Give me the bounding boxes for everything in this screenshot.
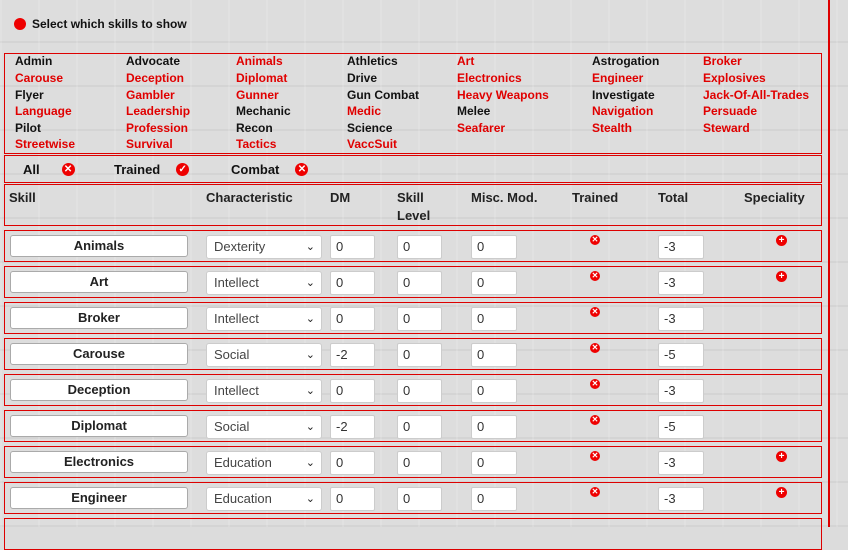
skill-toggle-language[interactable]: Language — [15, 104, 72, 118]
skill-roll-button[interactable]: Diplomat — [10, 415, 188, 437]
skill-toggle-engineer[interactable]: Engineer — [592, 71, 644, 85]
untrained-icon[interactable]: ✕ — [591, 343, 599, 352]
table-row — [4, 266, 822, 298]
col-skill-level-line1: Skill — [397, 190, 424, 205]
skill-toggle-seafarer[interactable]: Seafarer — [457, 121, 506, 135]
skill-toggle-medic[interactable]: Medic — [347, 104, 382, 118]
total-field: -5 — [658, 415, 704, 439]
dm-input[interactable]: -2 — [330, 343, 375, 367]
col-trained: Trained — [572, 190, 619, 205]
skill-level-input[interactable]: 0 — [397, 451, 442, 475]
skill-toggle-animals[interactable]: Animals — [236, 54, 283, 68]
dm-input[interactable]: 0 — [330, 271, 375, 295]
col-dm: DM — [330, 190, 351, 205]
filter-all[interactable] — [23, 162, 75, 177]
misc-mod-input[interactable]: 0 — [471, 235, 517, 259]
skill-level-input[interactable]: 0 — [397, 379, 442, 403]
skill-toggle-diplomat[interactable]: Diplomat — [236, 71, 288, 85]
dm-input[interactable]: 0 — [330, 451, 375, 475]
dm-input[interactable]: 0 — [330, 379, 375, 403]
skill-toggle-mechanic[interactable]: Mechanic — [236, 104, 291, 118]
chevron-down-icon: ⌄ — [305, 493, 315, 505]
misc-mod-input[interactable]: 0 — [471, 451, 517, 475]
add-speciality-icon[interactable]: + — [776, 451, 787, 462]
skill-toggle-electronics[interactable]: Electronics — [457, 71, 522, 85]
col-skill-level — [397, 189, 430, 225]
dm-input[interactable]: 0 — [330, 307, 375, 331]
skill-toggle-gunner[interactable]: Gunner — [236, 88, 279, 102]
add-speciality-icon[interactable]: + — [776, 235, 787, 246]
filter-trained[interactable] — [114, 162, 189, 177]
skill-roll-button[interactable]: Carouse — [10, 343, 188, 365]
misc-mod-input[interactable]: 0 — [471, 271, 517, 295]
total-field: -3 — [658, 379, 704, 403]
skill-toggle-streetwise[interactable]: Streetwise — [15, 137, 76, 151]
skill-level-input[interactable]: 0 — [397, 415, 442, 439]
characteristic-value: Dexterity — [214, 239, 266, 254]
characteristic-value: Education — [214, 455, 272, 470]
characteristic-select[interactable] — [206, 451, 322, 475]
chevron-down-icon: ⌄ — [305, 241, 315, 253]
skill-level-input[interactable]: 0 — [397, 307, 442, 331]
collapse-icon[interactable] — [14, 18, 26, 30]
skill-toggle-tactics[interactable]: Tactics — [236, 137, 277, 151]
skill-toggle-deception[interactable]: Deception — [126, 71, 185, 85]
total-field: -3 — [658, 307, 704, 331]
skill-toggle-persuade[interactable]: Persuade — [703, 104, 758, 118]
characteristic-select[interactable] — [206, 343, 322, 367]
skill-roll-button[interactable]: Deception — [10, 379, 188, 401]
characteristic-select[interactable] — [206, 235, 322, 259]
close-icon[interactable]: ✕ — [295, 163, 308, 176]
skill-toggle-admin[interactable]: Admin — [15, 54, 53, 68]
filter-label: Trained — [114, 162, 161, 177]
table-row — [4, 482, 822, 514]
misc-mod-input[interactable]: 0 — [471, 307, 517, 331]
table-header — [4, 184, 822, 226]
check-icon[interactable]: ✓ — [176, 163, 189, 176]
chevron-down-icon: ⌄ — [305, 421, 315, 433]
skill-level-input[interactable]: 0 — [397, 235, 442, 259]
misc-mod-input[interactable]: 0 — [471, 415, 517, 439]
skill-toggle-stealth[interactable]: Stealth — [592, 121, 633, 135]
dm-input[interactable]: 0 — [330, 235, 375, 259]
total-field: -3 — [658, 271, 704, 295]
col-skill-level-line2: Level — [397, 208, 431, 223]
skill-filter-header[interactable] — [14, 16, 187, 32]
untrained-icon[interactable]: ✕ — [591, 307, 599, 316]
dm-input[interactable]: -2 — [330, 415, 375, 439]
skill-roll-button[interactable]: Art — [10, 271, 188, 293]
skill-roll-button[interactable]: Animals — [10, 235, 188, 257]
untrained-icon[interactable]: ✕ — [591, 487, 599, 496]
skill-toggle-steward[interactable]: Steward — [703, 121, 750, 135]
chevron-down-icon: ⌄ — [305, 313, 315, 325]
table-row — [4, 410, 822, 442]
untrained-icon[interactable]: ✕ — [591, 235, 599, 244]
untrained-icon[interactable]: ✕ — [591, 379, 599, 388]
filter-combat[interactable] — [231, 162, 308, 177]
skill-toggle-leadership[interactable]: Leadership — [126, 104, 191, 118]
table-row — [4, 374, 822, 406]
skill-toggle-carouse[interactable]: Carouse — [15, 71, 64, 85]
skill-toggle-jack-of-all-trades[interactable]: Jack-Of-All-Trades — [703, 88, 810, 102]
col-misc-mod: Misc. Mod. — [471, 190, 538, 205]
skill-toggle-recon[interactable]: Recon — [236, 121, 273, 135]
skills-visibility-grid — [4, 53, 822, 154]
col-characteristic: Characteristic — [206, 190, 293, 205]
chevron-down-icon: ⌄ — [305, 349, 315, 361]
add-speciality-icon[interactable]: + — [776, 271, 787, 282]
characteristic-select[interactable] — [206, 415, 322, 439]
characteristic-value: Intellect — [214, 275, 259, 290]
skill-toggle-advocate[interactable]: Advocate — [126, 54, 181, 68]
misc-mod-input[interactable]: 0 — [471, 379, 517, 403]
characteristic-select[interactable] — [206, 271, 322, 295]
filter-label: All — [23, 162, 40, 177]
characteristic-value: Social — [214, 347, 250, 362]
total-field: -3 — [658, 235, 704, 259]
table-row — [4, 446, 822, 478]
characteristic-value: Intellect — [214, 311, 259, 326]
col-speciality: Speciality — [744, 190, 805, 205]
skill-filter-title: Select which skills to show — [32, 17, 187, 31]
characteristic-select[interactable] — [206, 307, 322, 331]
misc-mod-input[interactable]: 0 — [471, 487, 517, 511]
skill-roll-button[interactable]: Electronics — [10, 451, 188, 473]
col-total: Total — [658, 190, 689, 205]
skill-toggle-science[interactable]: Science — [347, 121, 393, 135]
chevron-down-icon: ⌄ — [305, 457, 315, 469]
untrained-icon[interactable]: ✕ — [591, 415, 599, 424]
characteristic-select[interactable] — [206, 487, 322, 511]
skill-toggle-flyer[interactable]: Flyer — [15, 88, 44, 102]
table-row — [4, 518, 822, 550]
skill-level-input[interactable]: 0 — [397, 271, 442, 295]
skill-level-input[interactable]: 0 — [397, 343, 442, 367]
skill-toggle-explosives[interactable]: Explosives — [703, 71, 766, 85]
skill-toggle-astrogation[interactable]: Astrogation — [592, 54, 660, 68]
skill-roll-button[interactable]: Broker — [10, 307, 188, 329]
skill-toggle-survival[interactable]: Survival — [126, 137, 173, 151]
total-field: -3 — [658, 487, 704, 511]
skill-toggle-athletics[interactable]: Athletics — [347, 54, 398, 68]
skill-toggle-investigate[interactable]: Investigate — [592, 88, 655, 102]
dm-input[interactable]: 0 — [330, 487, 375, 511]
skill-toggle-gambler[interactable]: Gambler — [126, 88, 175, 102]
characteristic-select[interactable] — [206, 379, 322, 403]
filter-bar — [4, 155, 822, 183]
skill-toggle-profession[interactable]: Profession — [126, 121, 189, 135]
total-field: -3 — [658, 451, 704, 475]
skill-toggle-art[interactable]: Art — [457, 54, 475, 68]
skill-toggle-drive[interactable]: Drive — [347, 71, 378, 85]
untrained-icon[interactable]: ✕ — [591, 451, 599, 460]
total-field: -5 — [658, 343, 704, 367]
skill-toggle-vaccsuit[interactable]: VaccSuit — [347, 137, 398, 151]
table-row — [4, 230, 822, 262]
skill-toggle-gun-combat[interactable]: Gun Combat — [347, 88, 419, 102]
skill-roll-button[interactable]: Engineer — [10, 487, 188, 509]
right-border-line — [828, 0, 830, 527]
filter-label: Combat — [231, 162, 280, 177]
skill-toggle-pilot[interactable]: Pilot — [15, 121, 41, 135]
misc-mod-input[interactable]: 0 — [471, 343, 517, 367]
characteristic-value: Intellect — [214, 383, 259, 398]
col-skill: Skill — [9, 190, 36, 205]
characteristic-value: Social — [214, 419, 250, 434]
skill-toggle-melee[interactable]: Melee — [457, 104, 491, 118]
skill-toggle-heavy-weapons[interactable]: Heavy Weapons — [457, 88, 549, 102]
chevron-down-icon: ⌄ — [305, 385, 315, 397]
chevron-down-icon: ⌄ — [305, 277, 315, 289]
skill-level-input[interactable]: 0 — [397, 487, 442, 511]
skill-toggle-broker[interactable]: Broker — [703, 54, 742, 68]
table-row — [4, 302, 822, 334]
table-row — [4, 338, 822, 370]
close-icon[interactable]: ✕ — [62, 163, 75, 176]
skill-toggle-navigation[interactable]: Navigation — [592, 104, 654, 118]
untrained-icon[interactable]: ✕ — [591, 271, 599, 280]
add-speciality-icon[interactable]: + — [776, 487, 787, 498]
characteristic-value: Education — [214, 491, 272, 506]
